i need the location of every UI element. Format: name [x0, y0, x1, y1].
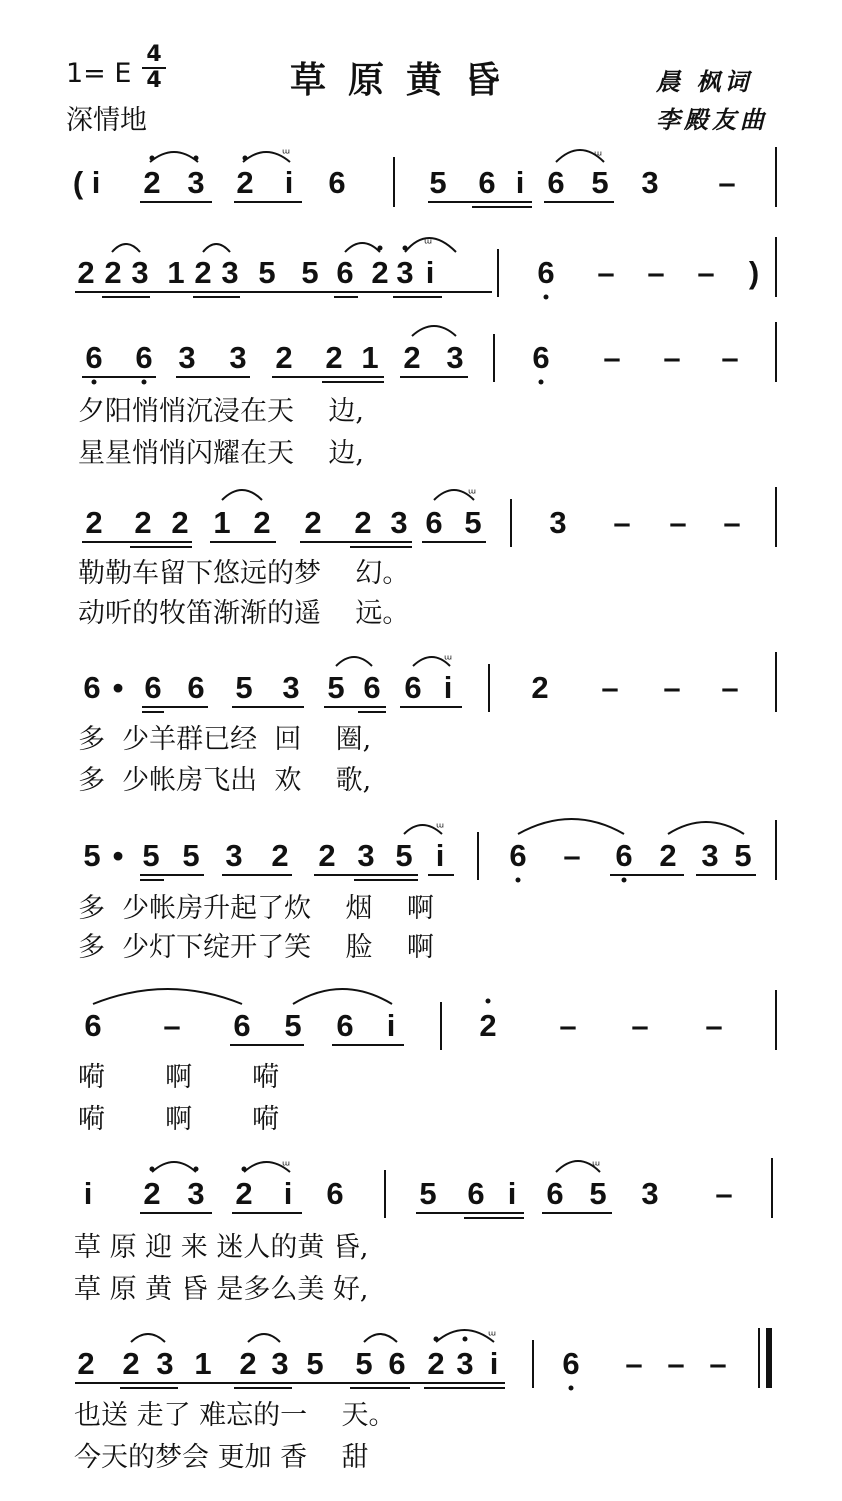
note: i	[443, 670, 453, 705]
octave-dot-high	[150, 1167, 155, 1172]
octave-dot-low	[92, 380, 97, 385]
note: 3	[225, 838, 243, 873]
note: 6	[547, 165, 565, 200]
note: 2	[77, 255, 95, 290]
dash: –	[697, 255, 715, 290]
lyric-verse-2: 嗬 啊 嗬	[78, 1104, 280, 1135]
dash: –	[663, 670, 681, 705]
note: 2	[271, 838, 289, 873]
dot: •	[112, 670, 124, 705]
note: 6	[562, 1346, 580, 1381]
note: 5	[355, 1346, 373, 1381]
note: 5	[306, 1346, 324, 1381]
dash: –	[647, 255, 665, 290]
note: 1	[361, 340, 379, 375]
note: 3	[221, 255, 239, 290]
note: 6	[84, 1008, 102, 1043]
trill-mark: ᵚ	[282, 147, 291, 162]
trill-mark: ᵚ	[592, 1159, 601, 1174]
note: 6	[326, 1176, 344, 1211]
note: 3	[282, 670, 300, 705]
note: 3	[390, 505, 408, 540]
note: 3	[187, 165, 205, 200]
slur	[345, 243, 380, 252]
note: 2	[304, 505, 322, 540]
note: 6	[83, 670, 101, 705]
note: 3	[357, 838, 375, 873]
expression-marking: 深情地	[66, 105, 147, 136]
note: 3	[396, 255, 414, 290]
note: 1	[213, 505, 231, 540]
note: 5	[464, 505, 482, 540]
lyric-verse-2: 多 少灯下绽开了笑 脸 啊	[78, 932, 434, 963]
note: 6	[144, 670, 162, 705]
note: 2	[143, 165, 161, 200]
note: 2	[275, 340, 293, 375]
note: 3	[178, 340, 196, 375]
note: 6	[388, 1346, 406, 1381]
note: i	[91, 165, 101, 200]
paren-open: (	[72, 165, 84, 200]
note: 5	[419, 1176, 437, 1211]
note: i	[507, 1176, 517, 1211]
lyric-verse-1: 夕阳悄悄沉浸在天 边,	[78, 396, 364, 427]
octave-dot-high	[243, 156, 248, 161]
note: 3	[187, 1176, 205, 1211]
dash: –	[715, 1176, 733, 1211]
trill-mark: ᵚ	[444, 653, 453, 668]
note: 5	[142, 838, 160, 873]
slur	[364, 1334, 397, 1342]
note: 2	[354, 505, 372, 540]
note: 5	[429, 165, 447, 200]
lyric-verse-1: 多 少帐房升起了炊 烟 啊	[78, 893, 434, 924]
note: 2	[85, 505, 103, 540]
note: 5	[591, 165, 609, 200]
trill-mark: ᵚ	[424, 237, 433, 252]
octave-dot-low	[539, 380, 544, 385]
octave-dot-high	[150, 156, 155, 161]
octave-dot-low	[544, 295, 549, 300]
dash: –	[563, 838, 581, 873]
slur	[412, 326, 456, 336]
note: i	[489, 1346, 499, 1381]
lyric-verse-1: 勒勒车留下悠远的梦 幻。	[78, 558, 410, 589]
lyricist-credit: 晨 枫词	[656, 67, 753, 96]
note: 5	[182, 838, 200, 873]
note: 6	[509, 838, 527, 873]
note: 5	[301, 255, 319, 290]
slur	[131, 1334, 165, 1342]
note: 2	[659, 838, 677, 873]
time-signature-bottom: 4	[146, 68, 162, 93]
lyric-verse-1: 草 原 迎 来 迷人的黄 昏,	[74, 1232, 369, 1263]
note: 2	[236, 165, 254, 200]
slur	[150, 152, 198, 162]
note: 5	[734, 838, 752, 873]
note: 3	[156, 1346, 174, 1381]
trill-mark: ᵚ	[436, 821, 445, 836]
note: 6	[85, 340, 103, 375]
note: 6	[425, 505, 443, 540]
time-signature-top: 4	[146, 42, 162, 67]
note: 3	[701, 838, 719, 873]
note: i	[515, 165, 525, 200]
slur	[293, 989, 392, 1004]
note: 2	[531, 670, 549, 705]
note: 6	[467, 1176, 485, 1211]
lyric-verse-1: 也送 走了 难忘的一 天。	[74, 1400, 396, 1431]
slur	[336, 657, 372, 666]
octave-dot-low	[516, 878, 521, 883]
note: 5	[589, 1176, 607, 1211]
dash: –	[631, 1008, 649, 1043]
note: i	[425, 255, 435, 290]
dash: –	[718, 165, 736, 200]
note: 6	[336, 1008, 354, 1043]
composer-credit: 李殿友曲	[656, 105, 768, 134]
octave-dot-low	[569, 1386, 574, 1391]
paren-close: )	[748, 255, 760, 290]
dot: •	[112, 838, 124, 873]
slur	[518, 819, 624, 834]
lyric-verse-2: 星星悄悄闪耀在天 边,	[78, 438, 364, 469]
lyric-verse-2: 今天的梦会 更加 香 甜	[74, 1442, 369, 1473]
note: 6	[404, 670, 422, 705]
key-label: 1= E	[66, 58, 132, 89]
dash: –	[613, 505, 631, 540]
note: 3	[641, 165, 659, 200]
lyric-verse-1: 嗬 啊 嗬	[78, 1062, 280, 1093]
note: 5	[284, 1008, 302, 1043]
note: 6	[532, 340, 550, 375]
lyric-verse-2: 草 原 黄 昏 是多么美 好,	[74, 1274, 369, 1305]
note: 6	[233, 1008, 251, 1043]
note: 3	[456, 1346, 474, 1381]
note: 2	[479, 1008, 497, 1043]
octave-dot-high	[486, 999, 491, 1004]
note: 6	[615, 838, 633, 873]
note: 6	[546, 1176, 564, 1211]
trill-mark: ᵚ	[594, 149, 603, 164]
lyric-verse-2: 动听的牧笛渐渐的遥 远。	[78, 598, 410, 629]
note: i	[283, 1176, 293, 1211]
note: 5	[258, 255, 276, 290]
dash: –	[625, 1346, 643, 1381]
slur	[668, 822, 744, 834]
note: i	[284, 165, 294, 200]
note: 2	[134, 505, 152, 540]
note: 2	[325, 340, 343, 375]
octave-dot-low	[622, 878, 627, 883]
note: 6	[478, 165, 496, 200]
note: 1	[194, 1346, 212, 1381]
trill-mark: ᵚ	[468, 487, 477, 502]
note: 6	[187, 670, 205, 705]
note: 3	[271, 1346, 289, 1381]
note: 5	[327, 670, 345, 705]
slur	[112, 244, 140, 252]
slur	[203, 244, 230, 252]
note: 3	[229, 340, 247, 375]
dash: –	[723, 505, 741, 540]
note: 2	[239, 1346, 257, 1381]
lyric-verse-2: 多 少帐房飞出 欢 歌,	[78, 765, 372, 796]
note: 6	[328, 165, 346, 200]
note: 3	[131, 255, 149, 290]
note: i	[386, 1008, 396, 1043]
note: 6	[336, 255, 354, 290]
dash: –	[721, 670, 739, 705]
note: 2	[171, 505, 189, 540]
octave-dot-high	[194, 156, 199, 161]
note: 2	[143, 1176, 161, 1211]
note: 5	[83, 838, 101, 873]
octave-dot-high	[403, 246, 408, 251]
dash: –	[705, 1008, 723, 1043]
note: 2	[104, 255, 122, 290]
note: 2	[318, 838, 336, 873]
note: 3	[446, 340, 464, 375]
slur	[248, 1334, 280, 1342]
note: 2	[77, 1346, 95, 1381]
note: 2	[427, 1346, 445, 1381]
dash: –	[559, 1008, 577, 1043]
octave-dot-high	[194, 1167, 199, 1172]
dash: –	[601, 670, 619, 705]
note: 2	[403, 340, 421, 375]
note: 2	[235, 1176, 253, 1211]
song-title: 草原黄昏	[290, 59, 523, 101]
dash: –	[163, 1008, 181, 1043]
note: 3	[549, 505, 567, 540]
dash: –	[597, 255, 615, 290]
octave-dot-high	[463, 1337, 468, 1342]
note: 3	[641, 1176, 659, 1211]
note: 5	[235, 670, 253, 705]
note: 2	[253, 505, 271, 540]
trill-mark: ᵚ	[282, 1159, 291, 1174]
note: i	[83, 1176, 93, 1211]
lyric-verse-1: 多 少羊群已经 回 圈,	[78, 724, 372, 755]
dash: –	[667, 1346, 685, 1381]
note: 5	[395, 838, 413, 873]
slur	[93, 989, 242, 1004]
note: 6	[537, 255, 555, 290]
note: 1	[167, 255, 185, 290]
note: 6	[363, 670, 381, 705]
octave-dot-low	[142, 380, 147, 385]
dash: –	[709, 1346, 727, 1381]
note: 2	[122, 1346, 140, 1381]
dash: –	[663, 340, 681, 375]
dash: –	[669, 505, 687, 540]
slur	[152, 1162, 196, 1172]
note: 2	[194, 255, 212, 290]
trill-mark: ᵚ	[488, 1329, 497, 1344]
dash: –	[603, 340, 621, 375]
dash: –	[721, 340, 739, 375]
octave-dot-high	[434, 1337, 439, 1342]
note: 6	[135, 340, 153, 375]
note: i	[435, 838, 445, 873]
octave-dot-high	[378, 246, 383, 251]
note: 2	[371, 255, 389, 290]
slur	[222, 490, 262, 500]
octave-dot-high	[242, 1167, 247, 1172]
